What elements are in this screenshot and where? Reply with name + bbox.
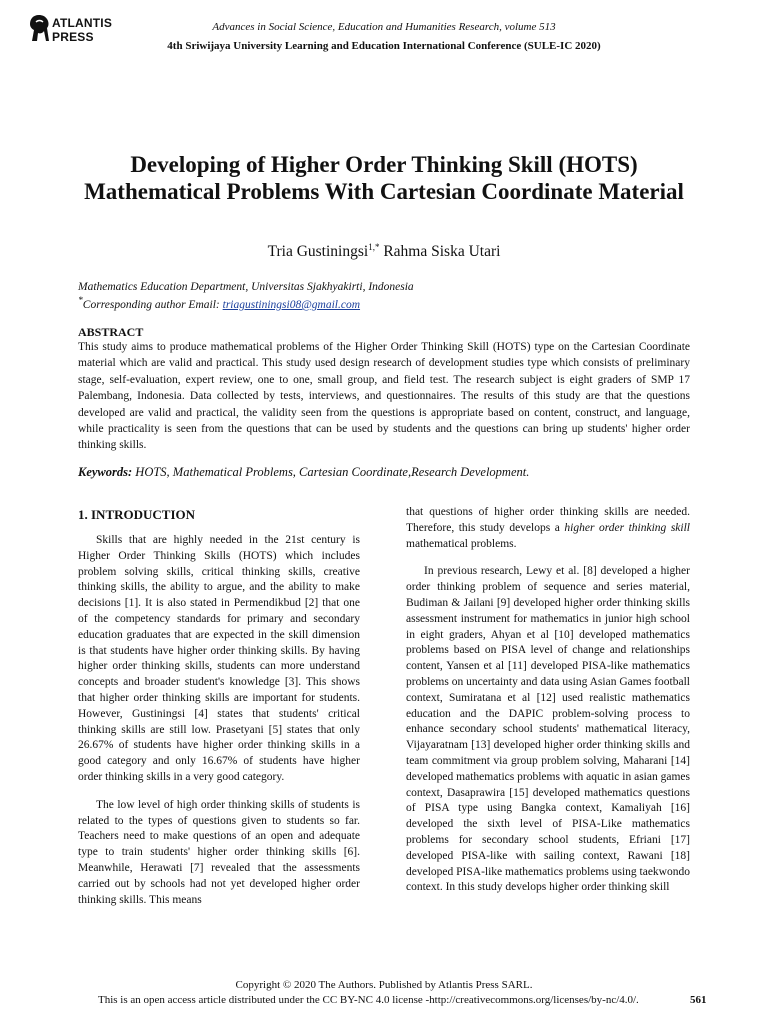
abstract-text: This study aims to produce mathematical problems of the Higher Order Thinking Skill (HOTS) type on the Cartesian Coordinate material which are valid and practical. This study used design research of development studies type which consists of preliminary stage, self-evaluation, expert review, one to one, small group, and field test. The research subject is eight graders of SMP 17 Palembang, Indonesia. Data collected by tests, interviews, and questionnaires. The results of this study are that the questions developed are valid and practical, the validity seen from the questions is appropriate based on content, construct, and language, while practicality is seen from the questions that can be used by students and the questions can bring up students' higher order thinking skills.: [78, 341, 690, 452]
intro-p3-start: that questions of higher order thinking skills are needed. Therefore, this study develops a: [406, 506, 690, 534]
author-first-marker: 1,*: [368, 242, 380, 252]
journal-header: Advances in Social Science, Education and Humanities Research, volume 513: [212, 21, 556, 33]
page-number: 561: [690, 994, 707, 1006]
keywords: [78, 465, 529, 480]
author-second: Rahma Siska Utari: [379, 243, 501, 261]
logo-text-line1: ATLANTIS: [52, 16, 113, 30]
keywords-text: HOTS, Mathematical Problems, Cartesian Coordinate,Research Development.: [132, 465, 530, 479]
affiliation-block: [78, 280, 414, 312]
intro-p3-italic: higher order thinking skill: [564, 521, 690, 534]
column-left: [78, 507, 360, 920]
author-first: Tria Gustiningsi: [267, 243, 369, 261]
footer-license: This is an open access article distributed under the CC BY-NC 4.0 license -http://creativecommons.org/licenses/by-nc/4.0/.: [98, 994, 639, 1006]
logo-text-line2: PRESS: [52, 30, 94, 44]
intro-paragraph-4: In previous research, Lewy et al. [8] developed a higher order thinking problem of sequence and series material, Budiman & Jailani [9] developed higher order thinking skills assessment instrument for mathematics in junior high school in eight graders, Ahyan et al [10] developed mathematics problems based on PISA level of change and relationships content, Yansen et al [11] developed PISA-like mathematics problems on uncertainty and data using Asian Games football context, Sumiratana et al [12] used realistic mathematics education and the DAPIC problem-solving process to enhance secondary school students' mathematical literacy, Vijayaratnam [13] developed higher order thinking skills and team commitment via group problem solving, Maharani [14] developed mathematics problems with aquatic in asian games context, Dasaprawira [15] developed mathematics questions of PISA type using Bangka context, Kamaliyah [16] developed the sixth level of PISA-Like mathematics problems for secondary school students, Efriani [17] developed PISA-like with sailing context, Rawani [18] developed PISA-like mathematics problems using taekwondo context. In this study develops higher order thinking skill: [406, 565, 690, 894]
section-heading: 1. INTRODUCTION: [78, 507, 196, 522]
column-right: [406, 505, 690, 908]
intro-p3-end: mathematical problems.: [406, 537, 517, 550]
affiliation-department: Mathematics Education Department, Universitas Sjakhyakirti, Indonesia: [78, 281, 414, 293]
paper-title: Developing of Higher Order Thinking Skill (HOTS) Mathematical Problems With Cartesian Coordinate Material: [84, 152, 684, 204]
intro-paragraph-3: [406, 505, 690, 552]
footer-copyright: Copyright © 2020 The Authors. Published by Atlantis Press SARL.: [235, 979, 533, 991]
conference-header: 4th Sriwijaya University Learning and Education International Conference (SULE-IC 2020): [167, 40, 601, 52]
keywords-label: Keywords:: [78, 465, 133, 479]
corresponding-author: [78, 294, 414, 312]
corresponding-mark: *: [78, 295, 83, 306]
corresponding-email-link[interactable]: triagustiningsi08@gmail.com: [222, 298, 361, 311]
intro-paragraph-2: The low level of high order thinking skills of students is related to the types of questions given to students so far. Teachers need to make questions of an open and adequate type to train students' higher order thinking skills [6]. Meanwhile, Herawati [7] revealed that the assessments carried out by schools had not yet developed higher order thinking skills. This means: [78, 798, 360, 906]
corresponding-label: Corresponding author Email:: [82, 298, 223, 311]
authors: [0, 242, 768, 261]
intro-paragraph-1: Skills that are highly needed in the 21st century is Higher Order Thinking Skills (HOTS) which includes problem solving skills, critical thinking skills, creative thinking skills, the ability to argue, and the ability to make decisions [1]. It is also stated in Permendikbud [2] that one of the competency standards for primary and secondary education graduates that are expected in the skill dimension is that students have higher order thinking skills. By having higher order thinking skills, students can more understand concepts and broader student's knowledge [3]. This shows that higher order thinking skills are important for students. However, Gustiningsi [4] states that students' critical thinking skills are still low. Prasetyani [5] states that only 26.67% of students have higher order thinking skills in a good category and only 16.67% of students have higher order thinking skills in a very good category.: [78, 534, 360, 783]
abstract-heading: ABSTRACT: [78, 325, 144, 339]
